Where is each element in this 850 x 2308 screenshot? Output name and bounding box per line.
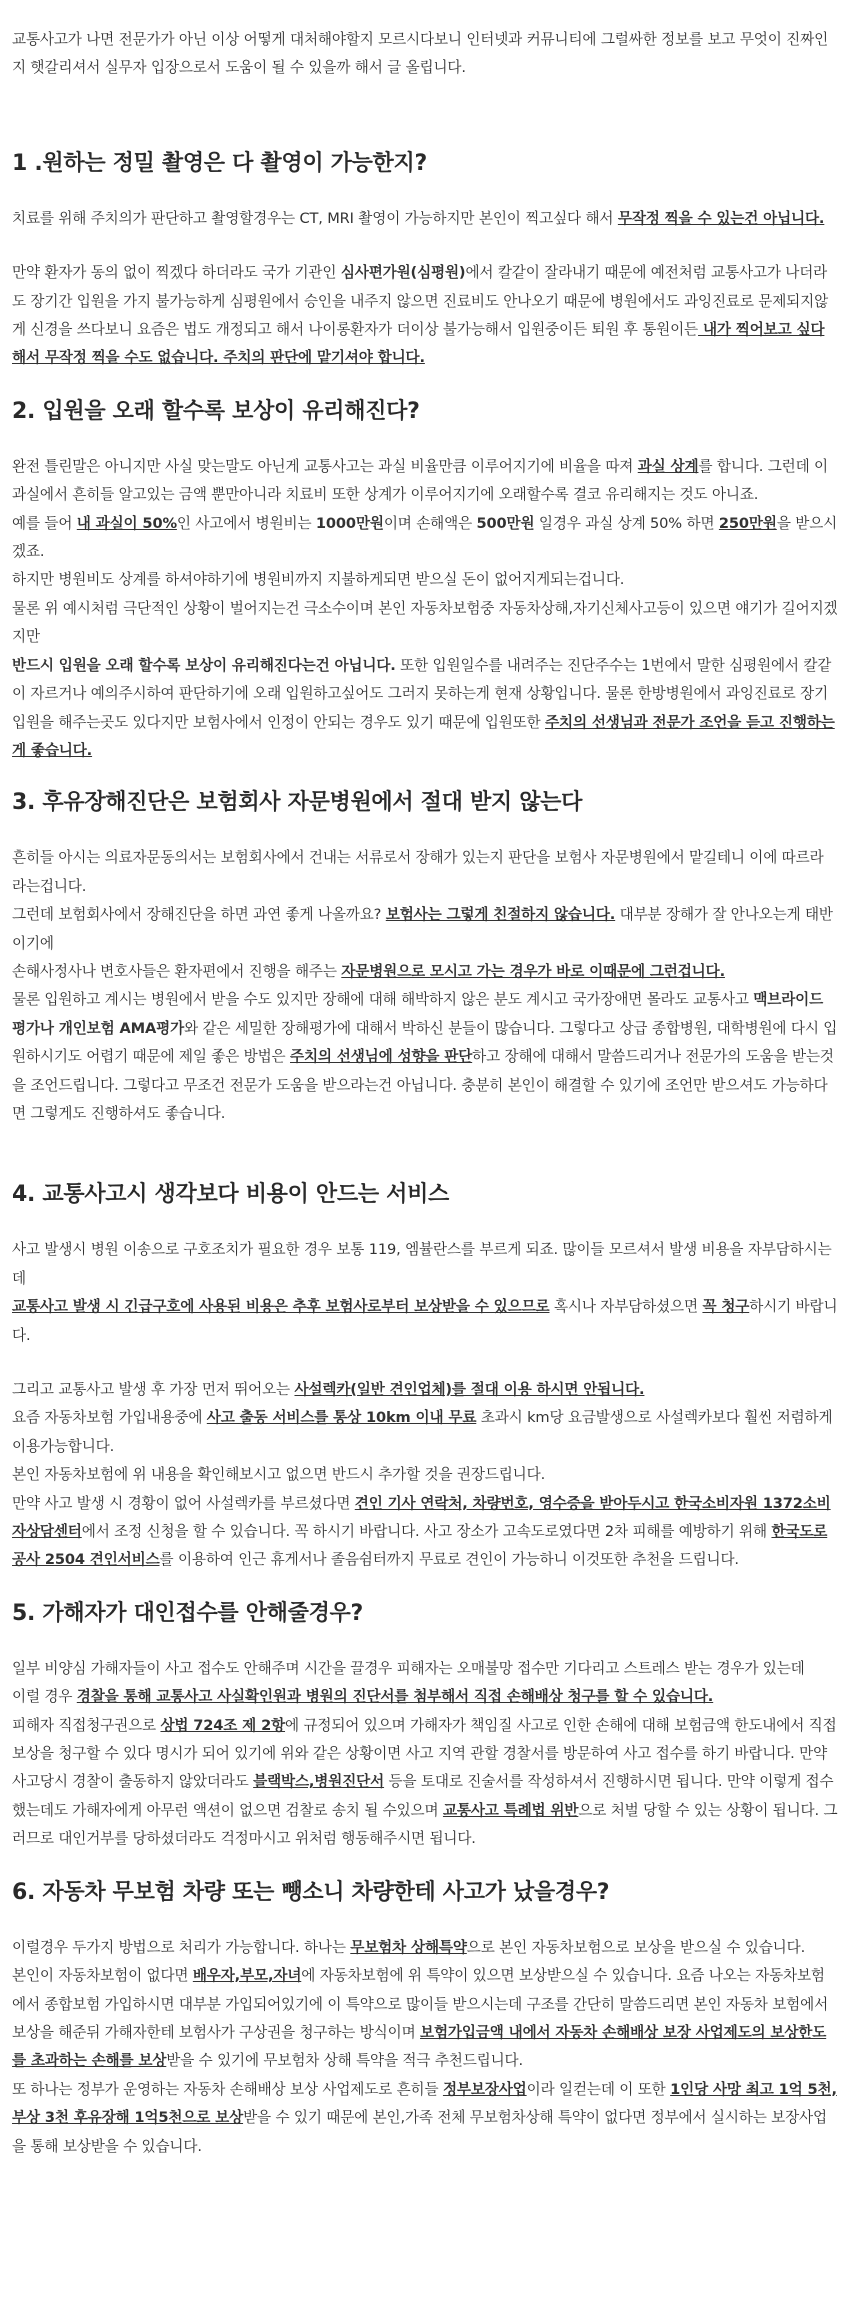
- emphasis-underline: 사설렉카(일반 견인업체)를 절대 이용 하시면 안됩니다.: [294, 1381, 645, 1398]
- emphasis-underline: 블랙박스,병원진단서: [253, 1773, 385, 1791]
- paragraph-7: [12, 595, 838, 652]
- emphasis-underline: 무보험차 상해특약: [350, 1938, 467, 1956]
- text-run: 일경우 과실 상계 50% 하면: [534, 514, 719, 532]
- text-run: 이럴경우 두가지 방법으로 처리가 가능합니다. 하나는: [12, 1938, 351, 1956]
- emphasis-underline: 사고 출동 서비스를 통상 10km 이내 무료: [206, 1409, 477, 1427]
- text-run: 일부 비양심 가해자들이 사고 접수도 안해주며 시간을 끌경우 피해자는 오매불망 접수만 기다리고 스트레스 받는 경우가 있는데: [12, 1659, 805, 1677]
- emphasis-underline: 1인당 사망 최고 1억 5천, 부상 3천 후유장해 1억5천으로 보상: [12, 2080, 837, 2127]
- text-run: 와 같은 세밀한 장해평가에 대해서 박하신 분들이 많습니다. 그렇다고 상급 종합병원, 대학병원에 다시 입원하시기도 어렵기 때문에 제일 좋은 방법은: [12, 1019, 838, 1066]
- text-run: 물론 입원하고 계시는 병원에서 받을 수도 있지만 장해에 대해 해박하지 않은 분도 계시고 국가장애면 몰라도 교통사고: [12, 991, 754, 1009]
- section-heading-1: 1 .원하는 정밀 촬영은 다 촬영이 가능한지?: [12, 150, 427, 176]
- emphasis-underline: 상법 724조 제 2항: [160, 1716, 286, 1734]
- text-run: 본인 자동차보험에 위 내용을 확인해보시고 없으면 반드시 추가할 것을 권장드립니다.: [12, 1466, 546, 1484]
- text-run: 를 이용하여 인근 휴게서나 졸음쉼터까지 무료로 견인이 가능하니 이것또한 추천을 드립니다.: [159, 1551, 739, 1569]
- emphasis-bold: 맥브라이드 평가나 개인보험 AMA평가: [12, 991, 824, 1037]
- paragraph-1: [12, 26, 838, 83]
- text-run: 으로 처벌 당할 수 있는 상황이 됩니다. 그러므로 대인거부를 당하셨더라도 걱정마시고 위처럼 행동해주시면 됩니다.: [12, 1801, 838, 1848]
- paragraph-17: [12, 1461, 838, 1489]
- emphasis-bold: 500만원: [476, 514, 535, 532]
- text-run: 물론 위 예시처럼 극단적인 상황이 벌어지는건 극소수이며 본인 자동차보험중 자동차상해,자기신체사고등이 있으면 얘기가 길어지겠지만: [12, 599, 838, 646]
- emphasis-underline: 교통사고 발생 시 긴급구호에 사용된 비용은 추후 보험사로부터 보상받을 수 있으므로: [12, 1298, 550, 1316]
- emphasis-bold: 1000만원: [315, 514, 384, 532]
- text-run: 을 받으시겠죠.: [12, 514, 838, 561]
- emphasis-bold: 심사편가원(심평원): [340, 264, 466, 282]
- emphasis-underline: 경찰을 통해 교통사고 사실확인원과 병원의 진단서를 첨부해서 직접 손해배상 청구를 할 수 있습니다.: [76, 1688, 714, 1706]
- paragraph-15: [12, 1376, 838, 1404]
- text-run: 흔히들 아시는 의료자문동의서는 보험회사에서 건내는 서류로서 장해가 있는지 판단을 보험사 자문병원에서 맡길테니 이에 따르라 라는겁니다.: [12, 849, 824, 895]
- text-run: 또 하나는 정부가 운영하는 자동차 손해배상 보상 사업제도로 흔히들: [12, 2080, 443, 2098]
- text-run: 사고 발생시 병원 이송으로 구호조치가 필요한 경우 보통 119, 엠뷸란스를 부르게 되죠. 많이들 모르셔서 발생 비용을 자부담하시는데: [12, 1241, 832, 1287]
- text-run: 피해자 직접청구권으로: [12, 1716, 161, 1734]
- emphasis-underline: 교통사고 특례법 위반: [442, 1801, 579, 1819]
- paragraph-18: [12, 1490, 838, 1575]
- paragraph-16: [12, 1404, 838, 1461]
- text-run: 또한 입원일수를 내려주는 진단주수는 1번에서 말한 심평원에서 칼같이 자르거나 예의주시하여 판단하기에 오래 입원하고싶어도 그러지 못하는게 현재 상황입니다. 물론 한방병원에서 과잉진료로 장기입원을 해주는곳도 있다지만 보험사에서 인정이 안되는 경우도 있기 때문에 입원또한: [12, 656, 832, 731]
- text-run: 만약 환자가 동의 없이 찍겠다 하더라도 국가 기관인: [12, 264, 341, 282]
- text-run: 완전 틀린말은 아니지만 사실 맞는말도 아닌게 교통사고는 과실 비율만큼 이루어지기에 비율을 따져: [12, 457, 638, 475]
- text-run: 그리고 교통사고 발생 후 가장 먼저 뛰어오는: [12, 1381, 295, 1398]
- section-heading-5: 5. 가해자가 대인접수를 안해줄경우?: [12, 1600, 363, 1626]
- paragraph-10: [12, 901, 838, 958]
- paragraph-2: [12, 205, 838, 233]
- paragraph-4: [12, 453, 838, 510]
- emphasis-underline: 견인 기사 연락처, 차량번호, 영수증을 받아두시고 한국소비자원 1372소비자상담센터: [12, 1494, 831, 1541]
- text-run: 혹시나 자부담하셨으면: [549, 1298, 703, 1316]
- paragraph-12: [12, 986, 838, 1128]
- text-run: 으로 본인 자동차보험으로 보상을 받으실 수 있습니다.: [466, 1938, 806, 1956]
- paragraph-8: [12, 652, 838, 766]
- section-heading-4: 4. 교통사고시 생각보다 비용이 안드는 서비스: [12, 1182, 449, 1208]
- paragraph-20: [12, 1683, 838, 1711]
- emphasis-underline: 주치의 선생님에 성향을 판단: [290, 1048, 473, 1066]
- emphasis-underline: 보험가입금액 내에서 자동차 손해배상 보장 사업제도의 보상한도를 초과하는 손해를 보상: [12, 2023, 827, 2070]
- emphasis-bold: 반드시 입원을 오래 할수록 보상이 유리해진다는건 아닙니다.: [12, 656, 396, 674]
- text-run: 예를 들어: [12, 514, 77, 532]
- text-run: 이럴 경우: [12, 1688, 77, 1706]
- paragraph-22: [12, 1934, 838, 1962]
- emphasis-underline: 정부보장사업: [442, 2080, 527, 2098]
- paragraph-9: [12, 844, 838, 901]
- paragraph-14: [12, 1293, 838, 1350]
- text-run: 본인이 자동차보험이 없다면: [12, 1967, 193, 1985]
- text-run: 만약 사고 발생 시 경황이 없어 사설렉카를 부르셨다면: [12, 1494, 355, 1512]
- text-run: 교통사고가 나면 전문가가 아닌 이상 어떻게 대처해야할지 모르시다보니 인터넷과 커뮤니티에 그럴싸한 정보를 보고 무엇이 진짜인지 햇갈리셔서 실무자 입장으로서 도움이 될 수 있을까 해서 글 올립니다.: [12, 31, 829, 77]
- text-run: 하지만 병원비도 상계를 하셔야하기에 병원비까지 지불하게되면 받으실 돈이 없어지게되는겁니다.: [12, 571, 625, 589]
- emphasis-underline: 무작정 찍을 수 있는건 아닙니다.: [617, 209, 825, 227]
- emphasis-underline: 자문병원으로 모시고 가는 경우가 바로 이때문에 그런겁니다.: [341, 962, 725, 980]
- text-run: 에 자동차보험에 위 특약이 있으면 보상받으실 수 있습니다. 요즘 나오는 자동차보험에서 종합보험 가입하시면 대부분 가입되어있기에 이 특약으로 많이들 받으시는데 구조를 간단히 말씀드리면 본인 자동차 보험에서 보상을 해준뒤 가해자한테 보험사가 구상권을 청구하는 방식이며: [12, 1967, 829, 2041]
- section-heading-6: 6. 자동차 무보험 차량 또는 뺑소니 차량한테 사고가 났을경우?: [12, 1879, 610, 1905]
- emphasis-underline: 꼭 청구: [702, 1298, 750, 1316]
- text-run: 인 사고에서 병원비는: [176, 514, 316, 532]
- text-run: 받을 수 있기 때문에 본인,가족 전체 무보험차상해 특약이 없다면 정부에서 실시하는 보장사업을 통해 보상받을 수 있습니다.: [12, 2109, 827, 2155]
- section-heading-3: 3. 후유장해진단은 보험회사 자문병원에서 절대 받지 않는다: [12, 790, 583, 816]
- text-run: 이라 일컫는데 이 또한: [526, 2080, 671, 2098]
- emphasis-underline: 250만원: [718, 514, 777, 532]
- text-run: 요즘 자동차보험 가입내용중에: [12, 1409, 207, 1427]
- text-run: 를 합니다. 그런데 이 과실에서 흔히들 알고있는 금액 뿐만아니라 치료비 또한 상계가 이루어지기에 오래할수록 결코 유리해지는 것도 아니죠.: [12, 457, 829, 504]
- text-run: 대부분 장해가 잘 안나오는게 태반이기에: [12, 906, 833, 952]
- paragraph-5: [12, 510, 838, 567]
- paragraph-19: [12, 1655, 838, 1683]
- text-run: 받을 수 있기에 무보험차 상해 특약을 적극 추천드립니다.: [166, 2052, 523, 2070]
- emphasis-underline: 내 과실이 50%: [76, 514, 177, 532]
- paragraph-6: [12, 566, 838, 594]
- text-run: 에서 조정 신청을 할 수 있습니다. 꼭 하시기 바랍니다. 사고 장소가 고속도로였다면 2차 피해를 예방하기 위해: [81, 1523, 772, 1541]
- section-heading-2: 2. 입원을 오래 할수록 보상이 유리해진다?: [12, 398, 420, 424]
- paragraph-21: [12, 1712, 838, 1854]
- text-run: 하시기 바랍니다.: [12, 1298, 838, 1344]
- emphasis-underline: 한국도로공사 2504 견인서비스: [12, 1523, 828, 1569]
- emphasis-underline: 보험사는 그렇게 친절하지 않습니다.: [385, 906, 616, 924]
- paragraph-13: [12, 1236, 838, 1293]
- paragraph-24: [12, 2076, 838, 2161]
- text-run: 에서 칼같이 잘라내기 때문에 예전처럼 교통사고가 나더라도 장기간 입원을 가지 불가능하게 심평원에서 승인을 내주지 않으면 진료비도 안나오기 때문에 병원에서도 과잉진료로 문제되지않게 신경을 쓰다보니 요즘은 법도 개정되고 해서 나이롱환자가 더이상 불가능해서 입원중이든 퇴원 후 통원이든: [12, 264, 829, 339]
- text-run: 치료를 위해 주치의가 판단하고 촬영할경우는 CT, MRI 촬영이 가능하지만 본인이 찍고싶다 해서: [12, 209, 618, 227]
- text-run: 그런데 보험회사에서 장해진단을 하면 과연 좋게 나올까요?: [12, 906, 386, 924]
- paragraph-11: [12, 958, 838, 986]
- emphasis-underline: 주치의 선생님과 전문가 조언을 듣고 진행하는게 좋습니다.: [12, 713, 835, 759]
- paragraph-3: [12, 259, 838, 373]
- paragraph-23: [12, 1962, 838, 2076]
- text-run: 손해사정사나 변호사들은 환자편에서 진행을 해주는: [12, 962, 342, 980]
- emphasis-underline: 과실 상계: [637, 457, 699, 475]
- text-run: 이며 손해액은: [383, 514, 477, 532]
- text-run: 초과시 km당 요금발생으로 사설렉카보다 훨씬 저렴하게 이용가능합니다.: [12, 1409, 833, 1455]
- text-run: 에 규정되어 있으며 가해자가 책임질 사고로 인한 손해에 대해 보험금액 한도내에서 직접 보상을 청구할 수 있다 명시가 되어 있기에 위와 같은 상황이면 사고 지역 관할 경찰서를 방문하여 사고 접수를 하기 바랍니다. 만약 사고당시 경찰이 출동하지 않았더라도: [12, 1716, 837, 1791]
- emphasis-underline: 배우자,부모,자녀: [192, 1967, 302, 1985]
- emphasis-underline: 내가 찍어보고 싶다해서 무작정 찍을 수도 없습니다. 주치의 판단에 맡기셔야 합니다.: [12, 321, 825, 367]
- text-run: 등을 토대로 진술서를 작성하셔서 진행하시면 됩니다. 만약 이렇게 접수 했는데도 가해자에게 아무런 액션이 없으면 검찰로 송치 될 수있으며: [12, 1773, 834, 1819]
- text-run: 하고 장해에 대해서 말씀드리거나 전문가의 도움을 받는것을 조언드립니다. 그렇다고 무조건 전문가 도움을 받으라는건 아닙니다. 충분히 본인이 해결할 수 있기에 조언만 받으셔도 가능하다면 그렇게도 진행하셔도 좋습니다.: [12, 1048, 834, 1122]
